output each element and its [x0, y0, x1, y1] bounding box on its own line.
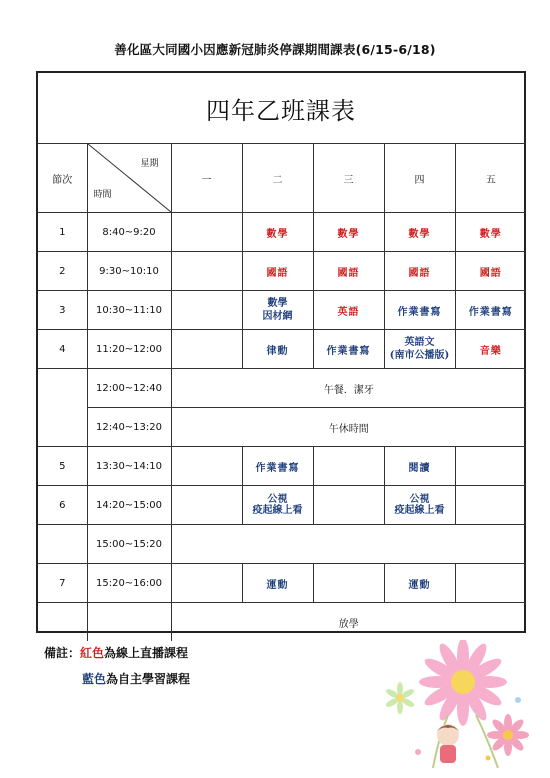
time-slot: 12:40~13:20 [87, 408, 171, 447]
subject-cell: 公視 疫起線上看 [242, 486, 313, 525]
table-row [38, 252, 526, 291]
time-slot: 13:30~14:10 [87, 447, 171, 486]
time-slot: 14:20~15:00 [87, 486, 171, 525]
table-row [38, 564, 526, 603]
day-header-fri: 五 [455, 144, 526, 213]
subject-cell: 國語 [455, 252, 526, 291]
subject-cell: 數學 [313, 213, 384, 252]
day-header-thu: 四 [384, 144, 455, 213]
time-slot: 12:00~12:40 [87, 369, 171, 408]
note-live [44, 644, 190, 661]
document-title: 善化區大同國小因應新冠肺炎停課期間課表(6/15-6/18) [114, 42, 436, 57]
time-slot: 8:40~9:20 [87, 213, 171, 252]
subject-cell: 運動 [242, 564, 313, 603]
period-number [38, 603, 87, 642]
header-row [38, 144, 526, 213]
flower-girl-illustration [378, 640, 538, 775]
period-number: 1 [38, 213, 87, 252]
table-row [38, 603, 526, 642]
subject-cell: 作業書寫 [384, 291, 455, 330]
table-row [38, 369, 526, 408]
subject-cell [313, 564, 384, 603]
subject-cell: 音樂 [455, 330, 526, 369]
period-header: 節次 [38, 144, 87, 213]
table-row [38, 213, 526, 252]
period-number: 6 [38, 486, 87, 525]
time-slot: 11:20~12:00 [87, 330, 171, 369]
time-slot: 10:30~11:10 [87, 291, 171, 330]
time-header: 時間 [93, 190, 112, 200]
subject-cell [455, 486, 526, 525]
time-slot: 9:30~10:10 [87, 252, 171, 291]
subject-cell: 公視 疫起線上看 [384, 486, 455, 525]
cell-mon [171, 252, 242, 291]
subject-cell: 運動 [384, 564, 455, 603]
period-number: 2 [38, 252, 87, 291]
note-blue-word: 藍色 [82, 672, 107, 686]
table-row [38, 525, 526, 564]
day-header-tue: 二 [242, 144, 313, 213]
period-number [38, 525, 87, 564]
subject-cell: 英語 [313, 291, 384, 330]
time-slot: 15:00~15:20 [87, 525, 171, 564]
subject-cell: 作業書寫 [313, 330, 384, 369]
cell-mon [171, 564, 242, 603]
table-row [38, 408, 526, 447]
period-number: 3 [38, 291, 87, 330]
subject-cell: 律動 [242, 330, 313, 369]
cell-mon [171, 291, 242, 330]
table-row [38, 330, 526, 369]
note-red-word: 紅色 [80, 646, 105, 660]
period-number: 7 [38, 564, 87, 603]
table-row [38, 291, 526, 330]
dismissal-cell: 放學 [171, 603, 526, 642]
day-header-wed: 三 [313, 144, 384, 213]
subject-cell: 作業書寫 [242, 447, 313, 486]
period-number: 4 [38, 330, 87, 369]
break-cell [171, 525, 526, 564]
note-live-text: 為線上直播課程 [104, 646, 189, 660]
subject-cell: 數學 [455, 213, 526, 252]
note-prefix: 備註： [44, 646, 81, 660]
subject-cell: 國語 [313, 252, 384, 291]
subject-cell: 閱讀 [384, 447, 455, 486]
cell-mon [171, 330, 242, 369]
time-slot: 15:20~16:00 [87, 564, 171, 603]
table-row [38, 486, 526, 525]
note-self-study-text: 為自主學習課程 [106, 672, 191, 686]
nap-cell: 午休時間 [171, 408, 526, 447]
subject-cell: 國語 [242, 252, 313, 291]
subject-cell: 國語 [384, 252, 455, 291]
cell-mon [171, 486, 242, 525]
diagonal-line [88, 144, 171, 212]
timetable-frame [36, 71, 526, 633]
period-number: 5 [38, 447, 87, 486]
subject-cell [455, 564, 526, 603]
class-title: 四年乙班課表 [206, 96, 356, 125]
period-number [38, 369, 87, 447]
subject-cell: 作業書寫 [455, 291, 526, 330]
subject-cell: 數學 [384, 213, 455, 252]
weekday-header: 星期 [140, 159, 159, 169]
subject-cell [455, 447, 526, 486]
subject-cell [313, 447, 384, 486]
subject-cell: 英語文 (南市公播版) [384, 330, 455, 369]
time-slot [87, 603, 171, 642]
lunch-cell: 午餐．潔牙 [171, 369, 526, 408]
note-self-study [44, 670, 190, 687]
subject-cell [313, 486, 384, 525]
cell-mon [171, 447, 242, 486]
notes [44, 644, 190, 696]
table-row [38, 447, 526, 486]
timetable [38, 143, 526, 641]
day-header-mon: 一 [171, 144, 242, 213]
subject-cell: 數學 [242, 213, 313, 252]
cell-mon [171, 213, 242, 252]
diagonal-header-cell [87, 144, 171, 213]
subject-cell: 數學 因材網 [242, 291, 313, 330]
